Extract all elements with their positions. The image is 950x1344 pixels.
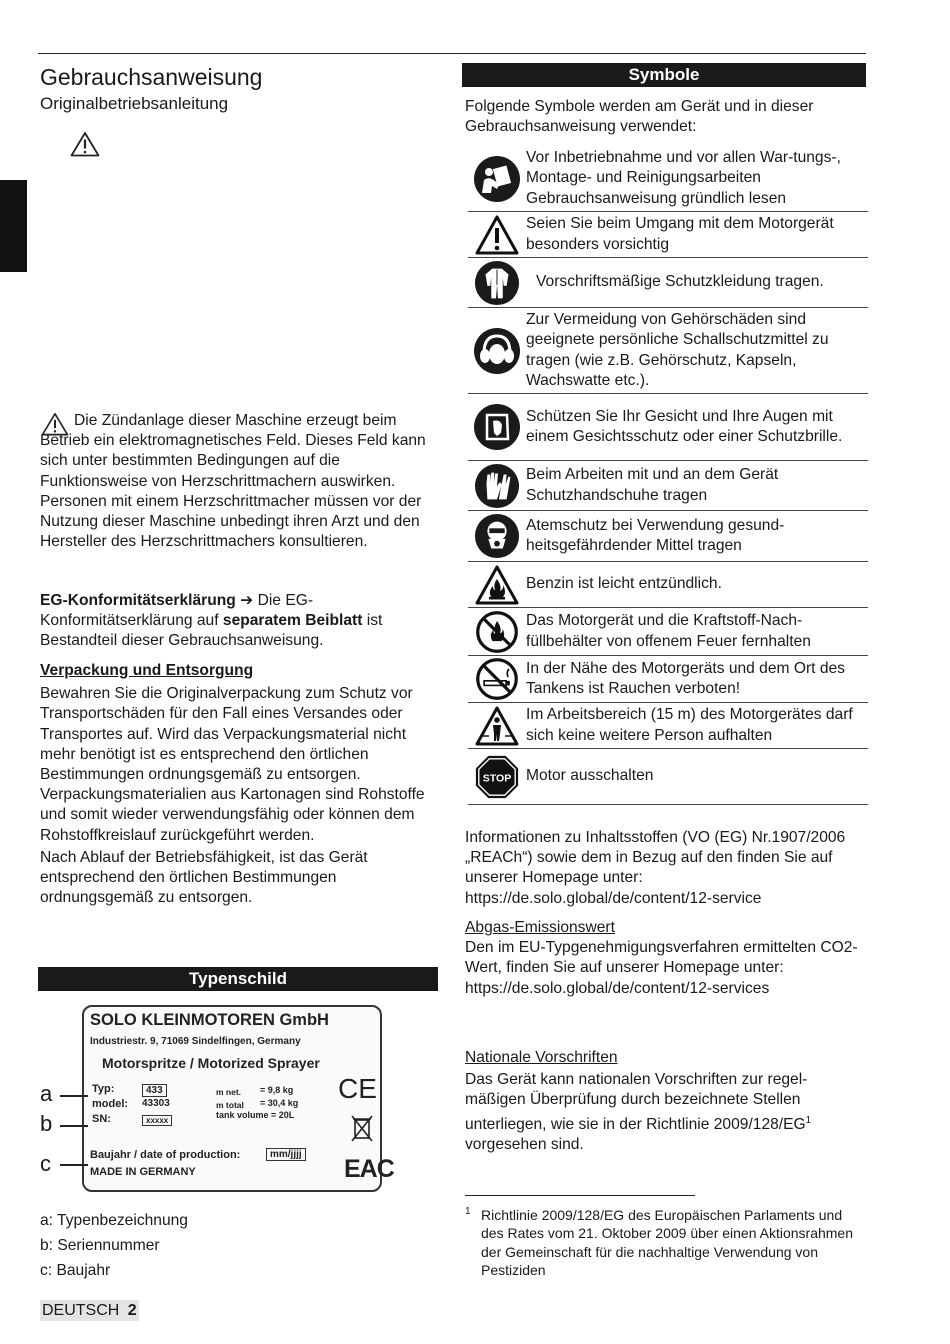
symbol-row bbox=[468, 146, 868, 212]
marker-b-line bbox=[60, 1125, 88, 1127]
packaging-text: Bewahren Sie die Originalverpackung zum Schutz vor Transportschäden für den Fall eines Versandes oder Transportes auf. Wird das Verpackungsmaterial nicht mehr benötigt ist es entsprechend den örtlichen Bestimmungen ordnungsgemäß zu entsorgen. Verpackungsmaterialien aus Kartonagen sind Rohstoffe und somit wieder verwendungsfähig oder können dem Rohstoffkreislauf zurückgeführt werden. bbox=[40, 685, 425, 844]
reach-text: Informationen zu Inhaltsstoffen (VO (EG) Nr.1907/2006 „REACh“) sowie dem in Bezug auf den finden Sie auf unserer Homepage unter: https://de.solo.global/de/content/12-service bbox=[465, 829, 846, 907]
footnote-text: Richtlinie 2009/128/EG des Europäischen Parlaments und des Rates vom 21. Oktober 2009 über einen Aktionsrahmen der Gemeinschaft für die nachhaltige Verwendung von Pestiziden bbox=[481, 1207, 853, 1278]
warning-triangle-icon bbox=[468, 215, 526, 255]
symbol-text: Im Arbeitsbereich (15 m) des Motorgerätes darf sich keine weitere Person aufhalten bbox=[526, 706, 853, 744]
symbol-text: Vorschriftsmäßige Schutzkleidung tragen. bbox=[536, 273, 824, 291]
abgas-section bbox=[465, 918, 865, 999]
symbols-heading: Symbole bbox=[462, 63, 866, 87]
symbol-row bbox=[468, 308, 868, 394]
page-number: 2 bbox=[127, 1302, 137, 1319]
eac-mark: EAC bbox=[344, 1155, 394, 1183]
symbol-text: Seien Sie beim Umgang mit dem Motorgerät besonders vorsichtig bbox=[526, 215, 834, 253]
page-title: Gebrauchsanweisung bbox=[40, 64, 263, 90]
national-section bbox=[465, 1048, 865, 1155]
marker-c-line bbox=[60, 1164, 88, 1166]
plate-model-value: 43303 bbox=[142, 1098, 170, 1109]
eg-text-2: ist Bestandteil dieser Gebrauchsanweisung. bbox=[40, 612, 383, 650]
eg-declaration-heading: EG-Konformitätserklärung bbox=[40, 592, 236, 609]
packaging-section bbox=[40, 661, 436, 908]
type-plate bbox=[82, 1005, 394, 1192]
eg-text-1: Die EG-Konformitätserklärung auf bbox=[40, 592, 314, 630]
top-rule bbox=[38, 53, 866, 54]
plate-product: Motorspritze / Motorized Sprayer bbox=[102, 1055, 320, 1071]
footnote-ref: 1 bbox=[805, 1114, 812, 1126]
keep-distance-icon bbox=[468, 706, 526, 746]
plate-baujahr-value: mm/jjjj bbox=[266, 1148, 306, 1161]
arrow-icon: ➔ bbox=[240, 592, 254, 609]
plate-m-total-label: m total bbox=[216, 1100, 244, 1110]
symbol-text: Atemschutz bei Verwendung gesund-heitsgefährdender Mittel tragen bbox=[526, 516, 785, 554]
plate-m-net-label: m net. bbox=[216, 1087, 242, 1097]
national-text: Das Gerät kann nationalen Vorschriften zur regel-mäßigen Überprüfung durch bezeichnete Stellen unterliegen, wie sie in der Richtlinie 2009/128/EG bbox=[465, 1071, 808, 1133]
symbol-row bbox=[468, 562, 868, 608]
ce-mark: CE bbox=[338, 1073, 377, 1104]
symbol-row bbox=[468, 656, 868, 703]
symbol-text: Benzin ist leicht entzündlich. bbox=[526, 575, 722, 593]
plate-m-total-value: = 30,4 kg bbox=[260, 1098, 299, 1108]
flammable-icon bbox=[468, 565, 526, 605]
stop-sign-icon bbox=[468, 754, 526, 800]
plate-address: Industriestr. 9, 71069 Sindelfingen, Germany bbox=[90, 1036, 301, 1047]
marker-a-line bbox=[60, 1095, 88, 1097]
plate-sn-value: xxxxx bbox=[142, 1115, 172, 1126]
disposal-text: Nach Ablauf der Betriebsfähigkeit, ist das Gerät entsprechend den örtlichen Bestimmungen ordnungsgemäß zu entsorgen. bbox=[40, 848, 368, 907]
language-side-tab bbox=[0, 180, 27, 272]
symbol-text: Schützen Sie Ihr Gesicht und Ihre Augen mit einem Gesichtsschutz oder einer Schutzbrille. bbox=[526, 407, 843, 445]
footer-language: DEUTSCH bbox=[42, 1302, 120, 1319]
symbol-row bbox=[468, 461, 868, 511]
eg-text-bold: separatem Beiblatt bbox=[222, 612, 363, 630]
ear-protection-icon bbox=[468, 327, 526, 375]
plate-company: SOLO KLEINMOTOREN GmbH bbox=[90, 1011, 329, 1029]
face-shield-icon bbox=[468, 403, 526, 451]
pacemaker-warning bbox=[40, 411, 436, 552]
symbol-row bbox=[468, 212, 868, 258]
symbol-text: Vor Inbetriebnahme und vor allen War-tungs-, Montage- und Reinigungsarbeiten Gebrauchsanweisung gründlich lesen bbox=[526, 149, 841, 207]
legend-item-a: a: Typenbezeichnung bbox=[40, 1212, 188, 1229]
protective-clothing-icon bbox=[468, 260, 526, 306]
weee-bin-icon bbox=[350, 1113, 374, 1148]
symbol-text: In der Nähe des Motorgeräts und dem Ort des Tankens ist Rauchen verboten! bbox=[526, 659, 845, 697]
marker-c: c bbox=[40, 1151, 51, 1176]
no-smoking-icon bbox=[468, 657, 526, 701]
plate-typ-label: Typ: bbox=[92, 1083, 115, 1095]
symbols-list bbox=[468, 146, 868, 805]
stop-sign-label: STOP bbox=[482, 771, 512, 784]
symbols-intro-text: Folgende Symbole werden am Gerät und in dieser Gebrauchsanweisung verwendet: bbox=[465, 98, 814, 136]
abgas-heading: Abgas-Emissionswert bbox=[465, 919, 615, 936]
legend-item-c: c: Baujahr bbox=[40, 1262, 111, 1279]
legend-item-b: b: Seriennummer bbox=[40, 1237, 160, 1254]
symbol-row bbox=[468, 608, 868, 656]
page-subtitle: Originalbetriebsanleitung bbox=[40, 94, 229, 113]
national-heading: Nationale Vorschriften bbox=[465, 1049, 618, 1066]
respirator-icon bbox=[468, 513, 526, 559]
pacemaker-warning-text: Die Zündanlage dieser Maschine erzeugt beim Betrieb ein elektromagnetisches Feld. Dieses Feld kann sich unter bestimmten Bedingungen auf die Funktionsweise von Herzschrittmachern auswirken. Personen mit einem Herzschrittmacher müssen vor der Nutzung dieser Maschine unbedingt ihren Arzt und den Hersteller des Herzschrittmachers konsultieren. bbox=[40, 412, 426, 551]
warning-icon bbox=[70, 131, 100, 162]
symbol-text: Beim Arbeiten mit und an dem Gerät Schutzhandschuhe tragen bbox=[526, 466, 779, 504]
national-text-2: vorgesehen sind. bbox=[465, 1136, 584, 1153]
symbol-text: Zur Vermeidung von Gehörschäden sind geeignete persönliche Schallschutzmittel zu tragen (wie z.B. Gehörschutz, Kapseln, Wachswatte etc.). bbox=[526, 311, 829, 389]
plate-sn-label: SN: bbox=[92, 1113, 111, 1125]
marker-a: a bbox=[40, 1081, 53, 1106]
symbols-intro bbox=[465, 97, 865, 137]
plate-tank-volume: tank volume = 20L bbox=[216, 1110, 295, 1120]
symbol-row bbox=[468, 749, 868, 805]
footnote-rule bbox=[465, 1195, 695, 1196]
warning-icon-small bbox=[40, 412, 70, 441]
symbol-row bbox=[468, 258, 868, 308]
symbol-row bbox=[468, 511, 868, 562]
plate-typ-value: 433 bbox=[142, 1084, 167, 1097]
eg-declaration bbox=[40, 591, 436, 652]
abgas-text: Den im EU-Typgenehmigungsverfahren ermittelten CO2-Wert, finden Sie auf unserer Homepage unter: https://de.solo.global/de/content/12-services bbox=[465, 939, 858, 997]
no-open-flame-icon bbox=[468, 610, 526, 654]
symbol-text: Motor ausschalten bbox=[526, 767, 654, 785]
reach-info bbox=[465, 828, 865, 909]
plate-made-in: MADE IN GERMANY bbox=[90, 1166, 196, 1178]
plate-baujahr-label: Baujahr / date of production: bbox=[90, 1149, 241, 1161]
symbol-row bbox=[468, 703, 868, 749]
packaging-heading: Verpackung und Entsorgung bbox=[40, 662, 254, 679]
typenschild-heading: Typenschild bbox=[38, 967, 438, 991]
plate-m-net-value: = 9,8 kg bbox=[260, 1085, 294, 1095]
footnote-mark: 1 bbox=[465, 1206, 471, 1217]
gloves-icon bbox=[468, 463, 526, 509]
read-manual-icon bbox=[468, 155, 526, 203]
symbol-text: Das Motorgerät und die Kraftstoff-Nach-füllbehälter von offenem Feuer fernhalten bbox=[526, 612, 811, 650]
page-footer bbox=[40, 1300, 139, 1321]
symbol-row bbox=[468, 394, 868, 461]
marker-b: b bbox=[40, 1111, 53, 1136]
plate-model-label: model: bbox=[92, 1098, 129, 1110]
plate-legend bbox=[40, 1208, 188, 1283]
